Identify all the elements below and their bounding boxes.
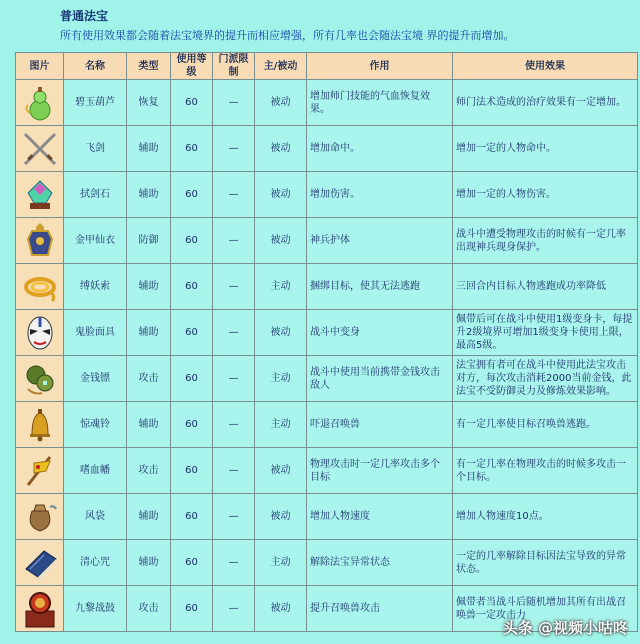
treasure-level: 60 [171, 494, 213, 540]
treasure-mode: 被动 [255, 310, 307, 356]
treasure-name: 金钱镖 [64, 356, 127, 402]
col-header-image: 图片 [16, 53, 64, 80]
treasure-effect: 战斗中使用当前携带金钱攻击敌人 [307, 356, 453, 402]
treasure-sect: — [213, 448, 255, 494]
treasure-result: 一定的几率解除目标因法宝导致的异常状态。 [453, 540, 638, 586]
table-row [16, 218, 638, 264]
treasure-effect: 增加人物速度 [307, 494, 453, 540]
treasure-type: 恢复 [127, 80, 171, 126]
table-row [16, 172, 638, 218]
treasure-level: 60 [171, 540, 213, 586]
treasure-effect: 增加命中。 [307, 126, 453, 172]
col-header-type: 类型 [127, 53, 171, 80]
col-header-name: 名称 [64, 53, 127, 80]
treasure-name: 拭剑石 [64, 172, 127, 218]
col-header-result: 使用效果 [453, 53, 638, 80]
mask-icon [16, 310, 64, 356]
treasure-result: 佩带后可在战斗中使用1级变身卡，每提升2级境界可增加1级变身卡使用上限，最高5级。 [453, 310, 638, 356]
treasure-type: 辅助 [127, 172, 171, 218]
col-header-mode: 主/被动 [255, 53, 307, 80]
col-header-sect: 门派限制 [213, 53, 255, 80]
treasure-name: 缚妖索 [64, 264, 127, 310]
book-icon [16, 540, 64, 586]
treasure-result: 法宝拥有者可在战斗中使用此法宝攻击对方，每次攻击消耗2000当前金钱，此法宝不受防御灵力及修炼效果影响。 [453, 356, 638, 402]
treasure-mode: 被动 [255, 126, 307, 172]
treasure-mode: 主动 [255, 540, 307, 586]
table-row [16, 310, 638, 356]
treasure-effect: 吓退召唤兽 [307, 402, 453, 448]
treasure-result: 三回合内目标人物逃跑成功率降低 [453, 264, 638, 310]
treasure-result: 佩带者当战斗后随机增加其所有出战召唤兽一定攻击力 [453, 586, 638, 632]
treasure-type: 辅助 [127, 126, 171, 172]
bell-icon [16, 402, 64, 448]
treasure-table [15, 52, 638, 632]
treasure-level: 60 [171, 218, 213, 264]
coin-dart-icon [16, 356, 64, 402]
treasure-effect: 增加师门技能的气血恢复效果。 [307, 80, 453, 126]
treasure-type: 攻击 [127, 586, 171, 632]
treasure-result: 有一定几率使目标召唤兽逃跑。 [453, 402, 638, 448]
treasure-mode: 被动 [255, 80, 307, 126]
treasure-mode: 被动 [255, 494, 307, 540]
table-row [16, 80, 638, 126]
treasure-effect: 神兵护体 [307, 218, 453, 264]
treasure-effect: 提升召唤兽攻击 [307, 586, 453, 632]
banner-icon [16, 448, 64, 494]
treasure-level: 60 [171, 126, 213, 172]
treasure-effect: 捆绑目标，使其无法逃跑 [307, 264, 453, 310]
watermark: 头条 @视频小咕咚 [502, 619, 628, 637]
table-row [16, 494, 638, 540]
section-title: 普通法宝 [60, 9, 109, 23]
table-row [16, 356, 638, 402]
treasure-result: 增加一定的人物伤害。 [453, 172, 638, 218]
treasure-mode: 主动 [255, 356, 307, 402]
treasure-effect: 解除法宝异常状态 [307, 540, 453, 586]
treasure-sect: — [213, 172, 255, 218]
treasure-level: 60 [171, 448, 213, 494]
treasure-sect: — [213, 264, 255, 310]
whetstone-icon [16, 172, 64, 218]
treasure-mode: 被动 [255, 218, 307, 264]
table-row [16, 126, 638, 172]
treasure-sect: — [213, 402, 255, 448]
treasure-level: 60 [171, 310, 213, 356]
treasure-sect: — [213, 80, 255, 126]
treasure-type: 防御 [127, 218, 171, 264]
treasure-mode: 被动 [255, 172, 307, 218]
treasure-sect: — [213, 218, 255, 264]
treasure-type: 辅助 [127, 402, 171, 448]
treasure-result: 师门法术造成的治疗效果有一定增加。 [453, 80, 638, 126]
treasure-level: 60 [171, 402, 213, 448]
gourd-icon [16, 80, 64, 126]
table-row [16, 402, 638, 448]
rope-icon [16, 264, 64, 310]
treasure-result: 有一定几率在物理攻击的时候多攻击一个目标。 [453, 448, 638, 494]
war-drum-icon [16, 586, 64, 632]
treasure-sect: — [213, 356, 255, 402]
treasure-level: 60 [171, 264, 213, 310]
treasure-type: 辅助 [127, 264, 171, 310]
table-row [16, 540, 638, 586]
section-description: 所有使用效果都会随着法宝境界的提升而相应增强，所有几率也会随法宝境 界的提升而增加。 [60, 29, 515, 42]
treasure-type: 辅助 [127, 310, 171, 356]
treasure-name: 嗜血幡 [64, 448, 127, 494]
treasure-result: 增加一定的人物命中。 [453, 126, 638, 172]
treasure-sect: — [213, 494, 255, 540]
wind-bag-icon [16, 494, 64, 540]
treasure-effect: 增加伤害。 [307, 172, 453, 218]
treasure-name: 飞剑 [64, 126, 127, 172]
crossed-swords-icon [16, 126, 64, 172]
treasure-type: 辅助 [127, 540, 171, 586]
treasure-type: 辅助 [127, 494, 171, 540]
treasure-level: 60 [171, 80, 213, 126]
treasure-name: 惊魂铃 [64, 402, 127, 448]
table-header-row [16, 53, 638, 80]
treasure-name: 鬼脸面具 [64, 310, 127, 356]
treasure-type: 攻击 [127, 448, 171, 494]
col-header-level: 使用等级 [171, 53, 213, 80]
treasure-mode: 主动 [255, 264, 307, 310]
treasure-mode: 被动 [255, 448, 307, 494]
treasure-sect: — [213, 540, 255, 586]
treasure-result: 增加人物速度10点。 [453, 494, 638, 540]
treasure-mode: 主动 [255, 402, 307, 448]
treasure-sect: — [213, 126, 255, 172]
treasure-name: 清心咒 [64, 540, 127, 586]
treasure-mode: 被动 [255, 586, 307, 632]
treasure-effect: 战斗中变身 [307, 310, 453, 356]
treasure-name: 金甲仙衣 [64, 218, 127, 264]
golden-armor-icon [16, 218, 64, 264]
treasure-name: 风袋 [64, 494, 127, 540]
table-row [16, 264, 638, 310]
treasure-sect: — [213, 310, 255, 356]
treasure-type: 攻击 [127, 356, 171, 402]
treasure-level: 60 [171, 586, 213, 632]
col-header-effect: 作用 [307, 53, 453, 80]
treasure-level: 60 [171, 356, 213, 402]
treasure-name: 九黎战鼓 [64, 586, 127, 632]
treasure-effect: 物理攻击时一定几率攻击多个目标 [307, 448, 453, 494]
table-row [16, 448, 638, 494]
treasure-result: 战斗中遭受物理攻击的时候有一定几率出现神兵现身保护。 [453, 218, 638, 264]
treasure-level: 60 [171, 172, 213, 218]
treasure-sect: — [213, 586, 255, 632]
treasure-name: 碧玉葫芦 [64, 80, 127, 126]
